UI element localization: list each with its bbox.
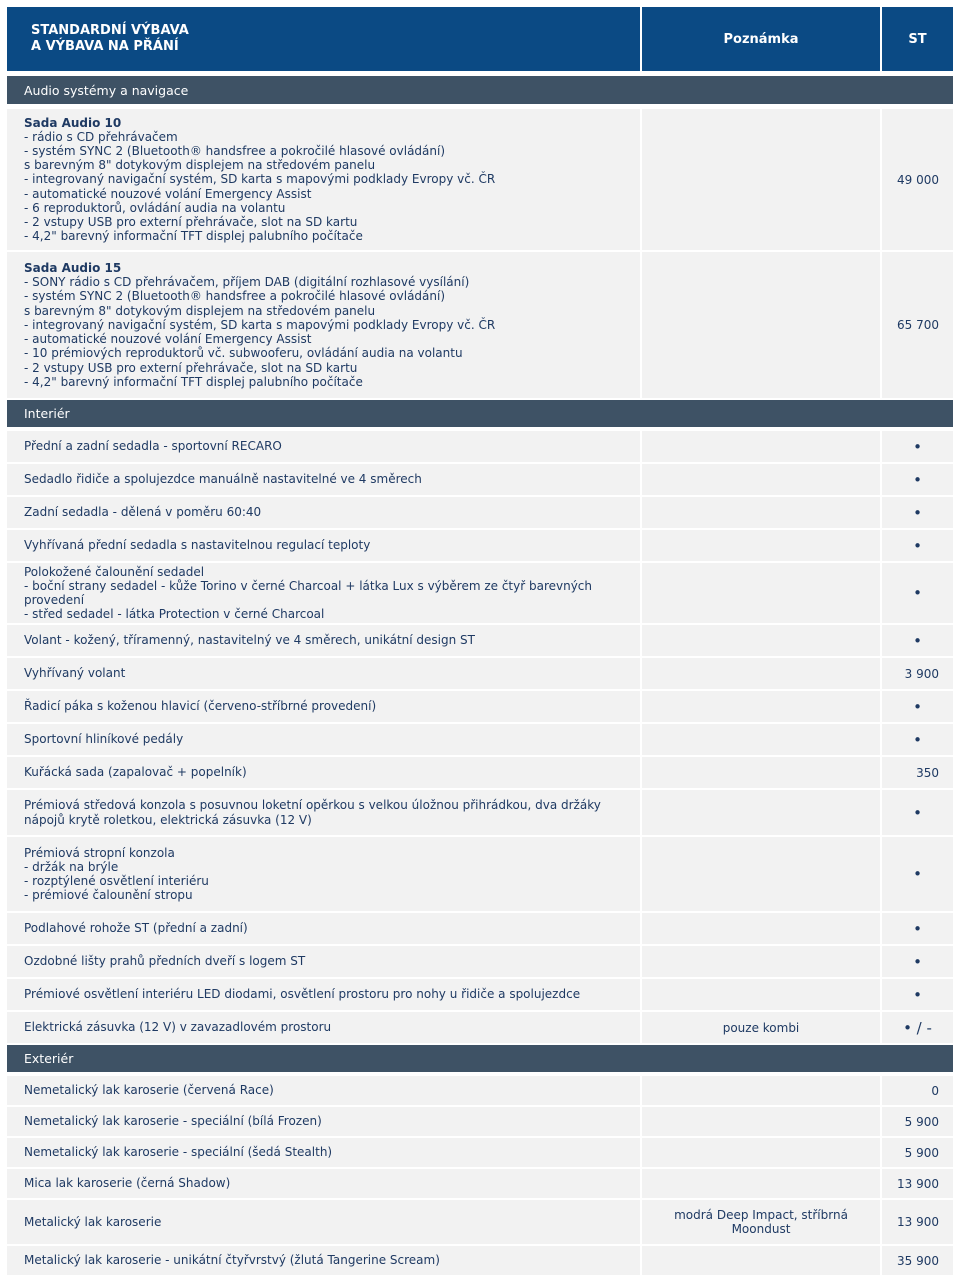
description-line: Zadní sedadla - dělená v poměru 60:40 <box>24 505 262 520</box>
st-price-cell: • <box>882 913 953 944</box>
table-row <box>7 1107 953 1138</box>
description-line: - integrovaný navigační systém, SD karta s mapovými podklady Evropy vč. ČR <box>24 317 496 332</box>
st-price-cell: 5 900 <box>882 1138 953 1167</box>
equipment-description <box>7 1246 640 1275</box>
note-cell <box>642 946 880 977</box>
note-cell <box>642 109 880 250</box>
equipment-description <box>7 431 640 462</box>
header-equipment-line1: STANDARDNÍ VÝBAVA <box>31 23 189 38</box>
st-price-cell: 5 900 <box>882 1107 953 1136</box>
package-title: Sada Audio 10 <box>24 115 122 130</box>
description-line: Prémiová středová konzola s posuvnou loketní opěrkou s velkou úložnou přihrádkou, dva držáky nápojů krytě roletkou, elektrická zásuvka (12 V) <box>24 798 601 827</box>
equipment-description <box>7 530 640 561</box>
st-price-cell: • <box>882 837 953 911</box>
package-title: Sada Audio 15 <box>24 261 122 276</box>
description-line: Přední a zadní sedadla - sportovní RECARO <box>24 439 282 454</box>
table-row <box>7 1169 953 1200</box>
equipment-description <box>7 790 640 835</box>
equipment-description <box>7 1012 640 1043</box>
table-row <box>7 625 953 658</box>
description-line: Ozdobné lišty prahů předních dveří s logem ST <box>24 954 306 969</box>
st-price-cell: 13 900 <box>882 1200 953 1244</box>
description-line: Elektrická zásuvka (12 V) v zavazadlovém prostoru <box>24 1020 332 1035</box>
description-line: - systém SYNC 2 (Bluetooth® handsfree a pokročilé hlasové ovládání) <box>24 143 446 158</box>
table-row <box>7 913 953 946</box>
table-row <box>7 464 953 497</box>
table-row <box>7 1138 953 1169</box>
st-price-cell: • <box>882 724 953 755</box>
note-cell <box>642 497 880 528</box>
table-row <box>7 109 953 252</box>
table-row <box>7 1246 953 1277</box>
note-cell: pouze kombi <box>642 1012 880 1043</box>
table-row <box>7 946 953 979</box>
header-equipment <box>7 7 640 71</box>
section-audio: Audio systémy a navigace <box>7 76 953 104</box>
table-row <box>7 563 953 625</box>
equipment-description <box>7 658 640 689</box>
note-cell <box>642 252 880 398</box>
description-line: Řadicí páka s koženou hlavicí (červeno-stříbrné provedení) <box>24 699 377 714</box>
header-note: Poznámka <box>642 7 880 71</box>
description-line: - 2 vstupy USB pro externí přehrávače, slot na SD kartu <box>24 215 358 229</box>
description-line: - držák na brýle <box>24 859 119 874</box>
st-price-cell: • <box>882 431 953 462</box>
equipment-description <box>7 979 640 1010</box>
equipment-description <box>7 913 640 944</box>
note-cell <box>642 757 880 788</box>
st-price-cell: 65 700 <box>882 252 953 398</box>
description-line: Prémiové osvětlení interiéru LED diodami, osvětlení prostoru pro nohy u řidiče a spolujezdce <box>24 987 581 1002</box>
description-line: s barevným 8" dotykovým displejem na středovém panelu <box>24 158 376 173</box>
equipment-description <box>7 1107 640 1136</box>
description-line: - integrovaný navigační systém, SD karta s mapovými podklady Evropy vč. ČR <box>24 172 496 187</box>
description-line: - rádio s CD přehrávačem <box>24 129 178 144</box>
equipment-description <box>7 109 640 250</box>
description-line: Metalický lak karoserie <box>24 1214 162 1229</box>
header-st: ST <box>882 7 953 71</box>
interior-rows <box>7 431 953 1045</box>
table-row <box>7 252 953 400</box>
note-cell <box>642 1138 880 1167</box>
description-line: Nemetalický lak karoserie (červená Race) <box>24 1083 274 1098</box>
equipment-description <box>7 563 640 623</box>
note-cell <box>642 691 880 722</box>
note-cell <box>642 724 880 755</box>
description-line: - 4,2" barevný informační TFT displej palubního počítače <box>24 229 363 244</box>
note-cell <box>642 1169 880 1198</box>
note-cell <box>642 979 880 1010</box>
description-line: - systém SYNC 2 (Bluetooth® handsfree a pokročilé hlasové ovládání) <box>24 289 446 304</box>
note-cell <box>642 1107 880 1136</box>
table-header <box>7 7 953 71</box>
st-price-cell: • <box>882 497 953 528</box>
note-cell <box>642 837 880 911</box>
equipment-description <box>7 497 640 528</box>
note-cell <box>642 625 880 656</box>
section-exterior: Exteriér <box>7 1045 953 1072</box>
note-cell <box>642 790 880 835</box>
st-price-cell: 35 900 <box>882 1246 953 1275</box>
equipment-description <box>7 1138 640 1167</box>
table-row <box>7 1200 953 1246</box>
note-cell <box>642 1076 880 1105</box>
description-line: Polokožené čalounění sedadel <box>24 564 205 579</box>
description-line: - prémiové čalounění stropu <box>24 888 193 903</box>
table-row <box>7 979 953 1012</box>
description-line: Vyhřívaná přední sedadla s nastavitelnou regulací teploty <box>24 538 371 553</box>
equipment-description <box>7 691 640 722</box>
note-cell: modrá Deep Impact, stříbrná Moondust <box>642 1200 880 1244</box>
description-line: Nemetalický lak karoserie - speciální (bílá Frozen) <box>24 1114 322 1129</box>
equipment-description <box>7 724 640 755</box>
description-line: Prémiová stropní konzola <box>24 845 175 860</box>
description-line: - rozptýlené osvětlení interiéru <box>24 874 209 888</box>
st-price-cell: 0 <box>882 1076 953 1105</box>
description-line: - 10 prémiových reproduktorů vč. subwooferu, ovládání audia na volantu <box>24 346 463 361</box>
st-price-cell: • <box>882 530 953 561</box>
table-row <box>7 1012 953 1045</box>
table-row <box>7 497 953 530</box>
st-price-cell: 13 900 <box>882 1169 953 1198</box>
st-price-cell: 350 <box>882 757 953 788</box>
description-line: - automatické nouzové volání Emergency Assist <box>24 186 312 201</box>
price-list-table <box>7 7 953 1277</box>
table-row <box>7 431 953 464</box>
note-cell <box>642 563 880 623</box>
description-line: s barevným 8" dotykovým displejem na středovém panelu <box>24 303 376 318</box>
equipment-description <box>7 1076 640 1105</box>
note-cell <box>642 431 880 462</box>
table-row <box>7 837 953 913</box>
description-line: - automatické nouzové volání Emergency Assist <box>24 332 312 347</box>
st-price-cell: • / - <box>882 1012 953 1043</box>
st-price-cell: • <box>882 625 953 656</box>
audio-rows <box>7 109 953 400</box>
st-price-cell: • <box>882 691 953 722</box>
description-line: Sportovní hliníkové pedály <box>24 732 184 747</box>
note-cell <box>642 530 880 561</box>
equipment-description <box>7 464 640 495</box>
equipment-description <box>7 837 640 911</box>
table-row <box>7 724 953 757</box>
description-line: - 4,2" barevný informační TFT displej palubního počítače <box>24 374 363 389</box>
description-line: Podlahové rohože ST (přední a zadní) <box>24 921 248 936</box>
table-row <box>7 530 953 563</box>
description-line: Nemetalický lak karoserie - speciální (šedá Stealth) <box>24 1145 333 1160</box>
description-line: - SONY rádio s CD přehrávačem, příjem DAB (digitální rozhlasové vysílání) <box>24 275 470 290</box>
description-line: Volant - kožený, tříramenný, nastavitelný ve 4 směrech, unikátní design ST <box>24 633 476 648</box>
header-equipment-line2: A VÝBAVA NA PŘÁNÍ <box>31 39 179 54</box>
st-price-cell: • <box>882 464 953 495</box>
st-price-cell: • <box>882 979 953 1010</box>
st-price-cell: • <box>882 563 953 623</box>
description-line: - 6 reproduktorů, ovládání audia na volantu <box>24 200 286 215</box>
note-cell <box>642 464 880 495</box>
description-line: - boční strany sedadel - kůže Torino v černé Charcoal + látka Lux s výběrem ze čtyř barevných provedení <box>24 578 593 607</box>
table-row <box>7 691 953 724</box>
note-cell <box>642 1246 880 1275</box>
st-price-cell: • <box>882 790 953 835</box>
table-row <box>7 757 953 790</box>
exterior-rows <box>7 1076 953 1277</box>
description-line: - střed sedadel - látka Protection v černé Charcoal <box>24 607 325 622</box>
description-line: Kuřácká sada (zapalovač + popelník) <box>24 765 247 780</box>
st-price-cell: • <box>882 946 953 977</box>
description-line: Sedadlo řidiče a spolujezdce manuálně nastavitelné ve 4 směrech <box>24 472 422 487</box>
st-price-cell: 3 900 <box>882 658 953 689</box>
table-row <box>7 790 953 837</box>
section-interior: Interiér <box>7 400 953 427</box>
note-cell <box>642 658 880 689</box>
equipment-description <box>7 946 640 977</box>
table-row <box>7 658 953 691</box>
equipment-description <box>7 1169 640 1198</box>
equipment-description <box>7 625 640 656</box>
description-line: Metalický lak karoserie - unikátní čtyřvrstvý (žlutá Tangerine Scream) <box>24 1253 440 1268</box>
note-cell <box>642 913 880 944</box>
description-line: Vyhřívaný volant <box>24 666 126 681</box>
description-line: Mica lak karoserie (černá Shadow) <box>24 1176 231 1191</box>
description-line: - 2 vstupy USB pro externí přehrávače, slot na SD kartu <box>24 360 358 375</box>
equipment-description <box>7 252 640 398</box>
table-row <box>7 1076 953 1107</box>
equipment-description <box>7 1200 640 1244</box>
equipment-description <box>7 757 640 788</box>
st-price-cell: 49 000 <box>882 109 953 250</box>
